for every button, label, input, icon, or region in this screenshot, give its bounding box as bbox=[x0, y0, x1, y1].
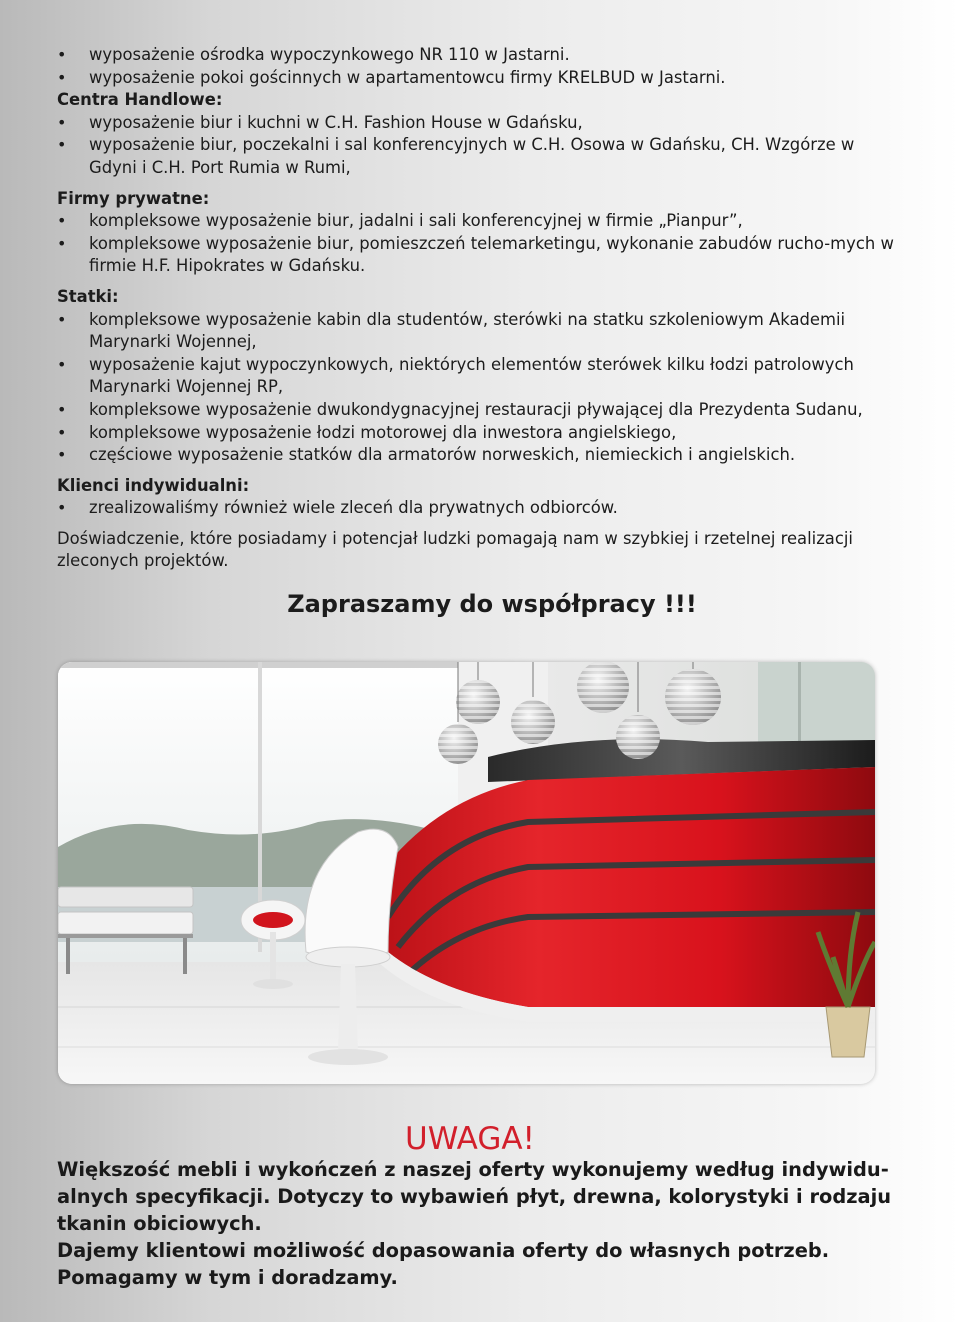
list-item: • kompleksowe wyposażenie łodzi motorowej dla inwestora angielskiego, bbox=[57, 422, 897, 445]
firmy-list bbox=[57, 210, 897, 278]
lamp-shade-stripes bbox=[577, 662, 629, 713]
small-chair-stem bbox=[270, 932, 276, 982]
lamp-shade-stripes bbox=[456, 680, 500, 724]
section-heading-firmy: Firmy prywatne: bbox=[57, 188, 210, 208]
list-item: • kompleksowe wyposażenie dwukondygnacyjnej restauracji pływającej dla Prezydenta Sudanu, bbox=[57, 399, 897, 422]
list-item: • kompleksowe wyposażenie biur, jadalni i sali konferencyjnej w firmie „Pianpur”, bbox=[57, 210, 897, 233]
warning-paragraph: Dajemy klientowi możliwość dopasowania oferty do własnych potrzeb. bbox=[57, 1239, 830, 1262]
klienci-list bbox=[57, 497, 897, 520]
section-heading-centra: Centra Handlowe: bbox=[57, 90, 223, 110]
centra-list bbox=[57, 112, 897, 180]
section-heading-statki: Statki: bbox=[57, 286, 119, 306]
warning-text bbox=[57, 1156, 897, 1291]
bench-frame bbox=[58, 934, 193, 938]
bench-leg bbox=[66, 938, 70, 974]
list-item: • kompleksowe wyposażenie biur, pomieszczeń telemarketingu, wykonanie zabudów rucho-mych w firmie H.F. Hipokrates w Gdańsku. bbox=[57, 233, 897, 278]
list-item: • wyposażenie biur, poczekalni i sal konferencyjnych w C.H. Osowa w Gdańsku, CH. Wzgórze w Gdyni i C.H. Port Rumia w Rumi, bbox=[57, 134, 897, 179]
list-item: • zrealizowaliśmy również wiele zleceń dla prywatnych odbiorców. bbox=[57, 497, 897, 520]
invitation-heading: Zapraszamy do współpracy !!! bbox=[287, 590, 697, 619]
list-item: • wyposażenie ośrodka wypoczynkowego NR 110 w Jastarni. bbox=[57, 44, 897, 67]
list-item: • częściowe wyposażenie statków dla armatorów norweskich, niemieckich i angielskich. bbox=[57, 444, 897, 467]
list-item: • wyposażenie biur i kuchni w C.H. Fashion House w Gdańsku, bbox=[57, 112, 897, 135]
small-chair-base bbox=[253, 979, 293, 989]
list-item: • kompleksowe wyposażenie kabin dla studentów, sterówki na statku szkoleniowym Akademii Marynarki Wojennej, bbox=[57, 309, 897, 354]
section-heading-klienci: Klienci indywidualni: bbox=[57, 475, 250, 495]
interior-photo bbox=[58, 662, 875, 1084]
warning-paragraph: Pomagamy w tym i doradzamy. bbox=[57, 1266, 398, 1289]
lamp-shade-stripes bbox=[438, 724, 478, 764]
warning-paragraph: Większość mebli i wykończeń z naszej oferty wykonujemy według indywidu-alnych specyfikacji. Dotyczy to wybawień płyt, drewna, kolorystyki i rodzaju tkanin obiciowych. bbox=[57, 1158, 892, 1235]
large-chair-stem bbox=[338, 964, 358, 1054]
lamp-shade-stripes bbox=[665, 669, 721, 725]
small-chair-cushion bbox=[253, 912, 293, 928]
plant-pot bbox=[826, 1007, 870, 1057]
bench-seat bbox=[58, 912, 193, 934]
lamp-shade-stripes bbox=[616, 715, 660, 759]
warning-title: UWAGA! bbox=[405, 1121, 535, 1157]
intro-list bbox=[57, 44, 897, 89]
reception-interior-illustration bbox=[58, 662, 875, 1084]
list-item: • wyposażenie pokoi gościnnych w apartamentowcu firmy KRELBUD w Jastarni. bbox=[57, 67, 897, 90]
bench-leg bbox=[183, 938, 187, 974]
lamp-shade-stripes bbox=[511, 700, 555, 744]
bench-back bbox=[58, 887, 193, 907]
list-item: • wyposażenie kajut wypoczynkowych, niektórych elementów sterówek kilku łodzi patrolowych Marynarki Wojennej RP, bbox=[57, 354, 897, 399]
content-column bbox=[57, 44, 897, 619]
statki-list bbox=[57, 309, 897, 467]
large-chair-base bbox=[308, 1049, 388, 1065]
experience-paragraph: Doświadczenie, które posiadamy i potencjał ludzki pomagają nam w szybkiej i rzetelnej realizacji zleconych projektów. bbox=[57, 528, 853, 571]
